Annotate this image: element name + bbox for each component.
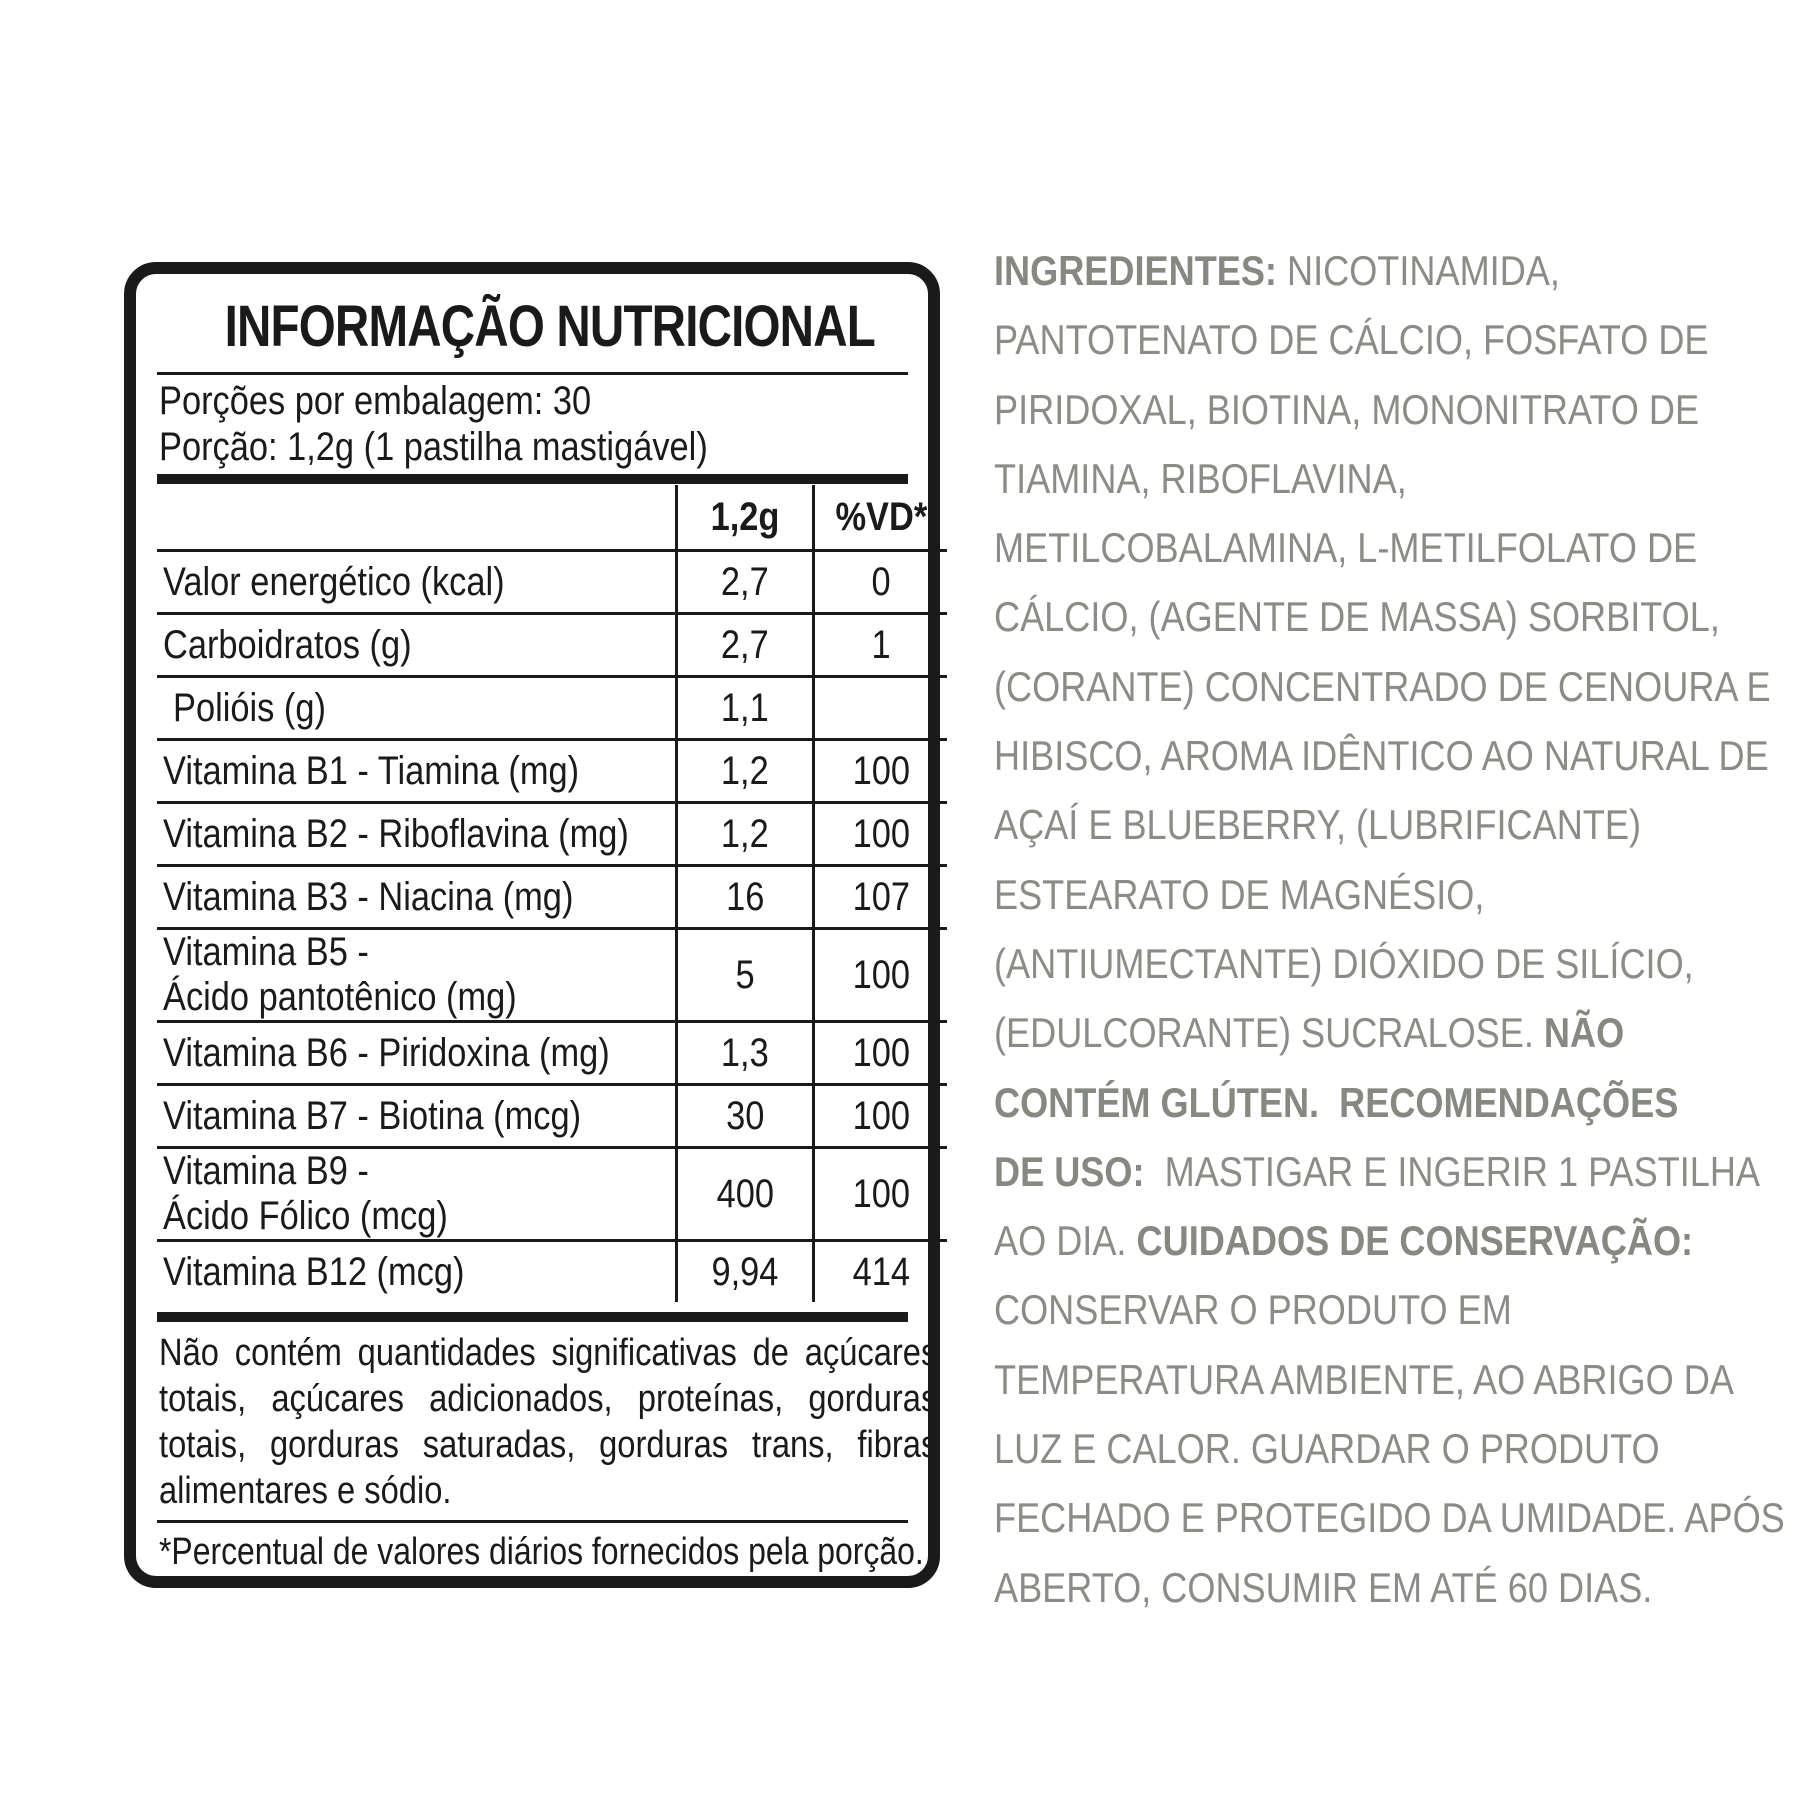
ingredients-label: INGREDIENTES: (994, 247, 1277, 294)
ingredients-block (994, 236, 1785, 1622)
table-row (157, 740, 947, 803)
ingredients-line: (ANTIUMECTANTE) DIÓXIDO DE SILÍCIO, (994, 939, 1694, 987)
nutrition-table (157, 485, 947, 1302)
nutrient-name: Polióis (g) (157, 677, 677, 740)
nutrient-qty: 1,2 (677, 740, 814, 803)
nutrient-vd: 100 (814, 929, 948, 1022)
ingredients-line: PIRIDOXAL, BIOTINA, MONONITRATO DE (994, 385, 1700, 433)
table-row (157, 1148, 947, 1241)
table-row (157, 929, 947, 1022)
ingredients-line: CÁLCIO, (AGENTE DE MASSA) SORBITOL, (994, 593, 1720, 641)
header-qty: 1,2g (677, 485, 814, 551)
nutrient-qty: 2,7 (677, 551, 814, 614)
table-row (157, 866, 947, 929)
care-line: TEMPERATURA AMBIENTE, AO ABRIGO DA (994, 1355, 1734, 1403)
usage-label-cont: DE USO: (994, 1147, 1145, 1195)
nutrient-vd: 100 (814, 803, 948, 866)
nutrient-vd: 100 (814, 1085, 948, 1148)
ingredients-line: AÇAÍ E BLUEBERRY, (LUBRIFICANTE) (994, 801, 1641, 849)
nutrient-qty: 16 (677, 866, 814, 929)
ingredients-line: (CORANTE) CONCENTRADO DE CENOURA E (994, 662, 1771, 710)
nutrient-qty: 1,2 (677, 803, 814, 866)
nutrient-vd: 0 (814, 551, 948, 614)
ingredients-line: (EDULCORANTE) SUCRALOSE. NÃO (994, 1009, 1625, 1057)
table-header-row (157, 485, 947, 551)
nutrient-qty: 2,7 (677, 614, 814, 677)
table-row (157, 551, 947, 614)
nutrient-name: Vitamina B5 - Ácido pantotênico (mg) (157, 929, 677, 1022)
nutrient-qty: 400 (677, 1148, 814, 1241)
ingredients-line: PANTOTENATO DE CÁLCIO, FOSFATO DE (994, 316, 1709, 364)
nutrient-name: Carboidratos (g) (157, 614, 677, 677)
nutrient-name: Vitamina B12 (mcg) (163, 1249, 465, 1294)
ingredients-line: AO DIA. CUIDADOS DE CONSERVAÇÃO: (994, 1217, 1694, 1265)
care-line: FECHADO E PROTEGIDO DA UMIDADE. APÓS (994, 1494, 1785, 1542)
serving-size: Porção: 1,2g (1 pastilha mastigável) (159, 425, 708, 469)
gluten-warning-cont: CONTÉM GLÚTEN. (994, 1078, 1320, 1126)
table-row (157, 614, 947, 677)
ingredients-line (994, 1068, 1682, 1137)
nutrient-qty: 1,3 (677, 1022, 814, 1085)
nutrition-facts-inner (157, 274, 938, 1576)
nutrient-name: Vitamina B6 - Piridoxina (mg) (157, 1022, 677, 1085)
nutrient-vd (814, 677, 948, 740)
ingredients-line: ESTEARATO DE MAGNÉSIO, (994, 870, 1485, 918)
ingredients-line: HIBISCO, AROMA IDÊNTICO AO NATURAL DE (994, 732, 1769, 780)
nutrient-name: Vitamina B3 - Niacina (mg) (157, 866, 677, 929)
servings-per-package: Porções por embalagem: 30 (159, 379, 592, 423)
nutrient-vd: 1 (814, 614, 948, 677)
nutrient-qty: 5 (677, 929, 814, 1022)
care-line: LUZ E CALOR. GUARDAR O PRODUTO (994, 1425, 1660, 1473)
nutrient-name: Valor energético (kcal) (157, 551, 677, 614)
daily-value-footnote: *Percentual de valores diários fornecidos pela porção. (159, 1531, 924, 1573)
care-label: CUIDADOS DE CONSERVAÇÃO: (1136, 1217, 1694, 1265)
care-line: ABERTO, CONSUMIR EM ATÉ 60 DIAS. (994, 1563, 1653, 1611)
nutrition-title: INFORMAÇÃO NUTRICIONAL (224, 294, 875, 359)
nutrient-vd: 100 (814, 1022, 948, 1085)
ingredients-line: DE USO: MASTIGAR E INGERIR 1 PASTILHA (994, 1147, 1761, 1195)
gluten-warning: NÃO (1543, 1009, 1625, 1057)
nutrient-name: Vitamina B2 - Riboflavina (mg) (157, 803, 677, 866)
nutrient-vd: 107 (814, 866, 948, 929)
header-vd: %VD* (814, 485, 948, 551)
table-row (157, 677, 947, 740)
table-row (157, 803, 947, 866)
table-row (157, 1085, 947, 1148)
title-divider (157, 372, 908, 375)
serving-divider (157, 474, 908, 484)
header-blank (157, 485, 677, 551)
not-significant-note: Não contém quantidades significativas de açúcares totais, açúcares adicionados, proteínas, gorduras totais, gorduras saturadas, gorduras trans, fibras alimentares e sódio. (159, 1332, 938, 1512)
table-row (157, 1022, 947, 1085)
nutrient-qty: 30 (677, 1085, 814, 1148)
nutrient-vd: 100 (814, 1148, 948, 1241)
care-line: CONSERVAR O PRODUTO EM (994, 1286, 1512, 1334)
nutrient-name: Vitamina B7 - Biotina (mcg) (157, 1085, 677, 1148)
usage-label: RECOMENDAÇÕES (1339, 1078, 1679, 1126)
nutrient-name: Vitamina B9 - Ácido Fólico (mcg) (157, 1148, 677, 1241)
table-row (157, 1241, 947, 1303)
ingredients-line: INGREDIENTES: NICOTINAMIDA, (994, 247, 1560, 294)
nutrient-name: Vitamina B1 - Tiamina (mg) (157, 740, 677, 803)
footnote-divider (157, 1520, 908, 1523)
ingredients-line: METILCOBALAMINA, L-METILFOLATO DE (994, 524, 1698, 572)
nutrient-vd: 414 (814, 1241, 948, 1303)
nutrition-facts-panel (124, 262, 940, 1588)
ingredients-line: TIAMINA, RIBOFLAVINA, (994, 454, 1407, 502)
nutrient-qty: 9,94 (677, 1241, 814, 1303)
table-bottom-divider (157, 1312, 908, 1322)
nutrient-qty: 1,1 (677, 677, 814, 740)
nutrient-vd: 100 (814, 740, 948, 803)
